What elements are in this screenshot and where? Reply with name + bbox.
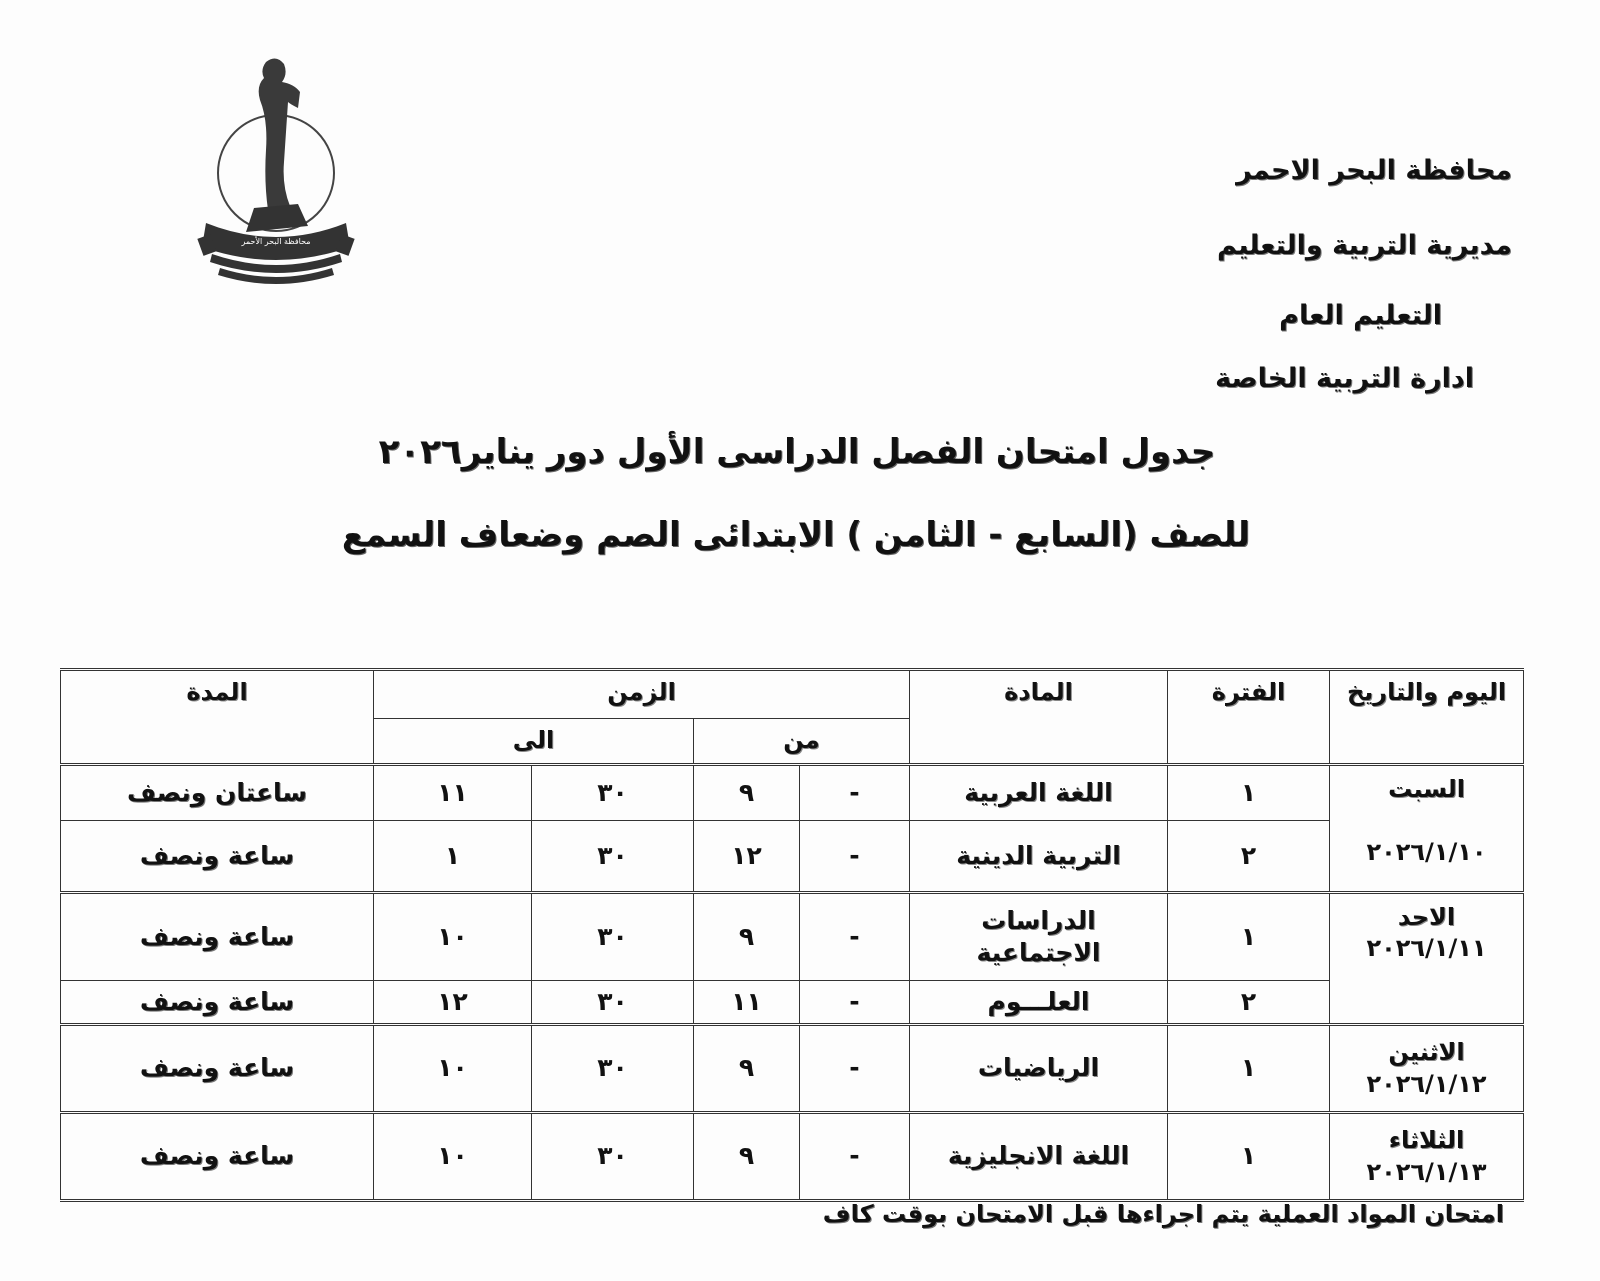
period-cell: ١: [1168, 1113, 1330, 1201]
from-hour-cell: ٩: [694, 765, 800, 821]
separator-cell: -: [800, 893, 910, 981]
header-day-date: اليوم والتاريخ: [1330, 670, 1524, 765]
governorate-logo: [196, 48, 356, 288]
duration-cell: ساعة ونصف: [61, 821, 374, 893]
page-subtitle: للصف (السابع - الثامن ) الابتدائى الصم وضعاف السمع: [341, 515, 1251, 555]
to-hour-cell: ١٠: [374, 1113, 532, 1201]
subject-cell: الرياضيات: [910, 1025, 1168, 1113]
duration-cell: ساعة ونصف: [61, 893, 374, 981]
red-sea-governorate-emblem-icon: [196, 48, 356, 288]
date-label: ٢٠٢٦/١/١٢: [1366, 1069, 1487, 1098]
to-hour-cell: ١٢: [374, 981, 532, 1025]
header-period: الفترة: [1168, 670, 1330, 765]
to-hour-cell: ١: [374, 821, 532, 893]
page-title: جدول امتحان الفصل الدراسى الأول دور يناير٢٠٢٦: [378, 432, 1216, 472]
duration-cell: ساعة ونصف: [61, 1025, 374, 1113]
from-hour-cell: ١١: [694, 981, 800, 1025]
footer-note: امتحان المواد العملية يتم اجراءها قبل الامتحان بوقت كاف: [822, 1200, 1504, 1228]
table-row: [61, 821, 1524, 893]
day-label: الثلاثاء: [1388, 1126, 1465, 1155]
to-minute-cell: ٣٠: [532, 1113, 694, 1201]
period-cell: ١: [1168, 893, 1330, 981]
header-to: الى: [374, 718, 694, 764]
day-date-cell: [1330, 1113, 1524, 1201]
header-duration: المدة: [61, 670, 374, 765]
table-row: [61, 765, 1524, 821]
department-general-education: التعليم العام: [1279, 300, 1442, 331]
subject-cell: التربية الدينية: [910, 821, 1168, 893]
from-hour-cell: ٩: [694, 1025, 800, 1113]
subject-cell: العلـــوم: [910, 981, 1168, 1025]
day-date-cell: [1330, 893, 1524, 1025]
duration-cell: ساعتان ونصف: [61, 765, 374, 821]
to-minute-cell: ٣٠: [532, 893, 694, 981]
separator-cell: -: [800, 821, 910, 893]
period-cell: ١: [1168, 1025, 1330, 1113]
table-row: [61, 893, 1524, 981]
table-row: [61, 1113, 1524, 1201]
subject-cell: اللغة الانجليزية: [910, 1113, 1168, 1201]
to-minute-cell: ٣٠: [532, 981, 694, 1025]
header-time: الزمن: [374, 670, 910, 719]
to-minute-cell: ٣٠: [532, 1025, 694, 1113]
day-date-cell: [1330, 765, 1524, 893]
from-hour-cell: ٩: [694, 893, 800, 981]
separator-cell: -: [800, 1025, 910, 1113]
table-row: [61, 981, 1524, 1025]
day-label: الاحد: [1397, 903, 1456, 931]
to-hour-cell: ١١: [374, 765, 532, 821]
separator-cell: -: [800, 981, 910, 1025]
period-cell: ٢: [1168, 821, 1330, 893]
date-label: ٢٠٢٦/١/١١: [1366, 934, 1487, 963]
subject-cell: اللغة العربية: [910, 765, 1168, 821]
duration-cell: ساعة ونصف: [61, 1113, 374, 1201]
separator-cell: -: [800, 1113, 910, 1201]
duration-cell: ساعة ونصف: [61, 981, 374, 1025]
period-cell: ١: [1168, 765, 1330, 821]
date-label: ٢٠٢٦/١/١٣: [1366, 1157, 1487, 1186]
date-label: ٢٠٢٦/١/١٠: [1366, 838, 1487, 867]
exam-schedule-table: [60, 668, 1524, 1202]
header-from: من: [694, 718, 910, 764]
to-minute-cell: ٣٠: [532, 765, 694, 821]
to-minute-cell: ٣٠: [532, 821, 694, 893]
to-hour-cell: ١٠: [374, 893, 532, 981]
table-row: [61, 1025, 1524, 1113]
subject-cell: الدراسات الاجتماعية: [910, 893, 1168, 981]
day-label: السبت: [1388, 775, 1465, 803]
separator-cell: -: [800, 765, 910, 821]
to-hour-cell: ١٠: [374, 1025, 532, 1113]
directorate-name: مديرية التربية والتعليم: [1217, 230, 1512, 261]
svg-text:محافظة البحر الأحمر: محافظة البحر الأحمر: [241, 237, 311, 246]
period-cell: ٢: [1168, 981, 1330, 1025]
from-hour-cell: ٩: [694, 1113, 800, 1201]
day-label: الاثنين: [1388, 1038, 1465, 1067]
day-date-cell: [1330, 1025, 1524, 1113]
from-hour-cell: ١٢: [694, 821, 800, 893]
department-special-education: ادارة التربية الخاصة: [1215, 363, 1474, 394]
header-subject: المادة: [910, 670, 1168, 765]
governorate-name: محافظة البحر الاحمر: [1236, 155, 1512, 186]
